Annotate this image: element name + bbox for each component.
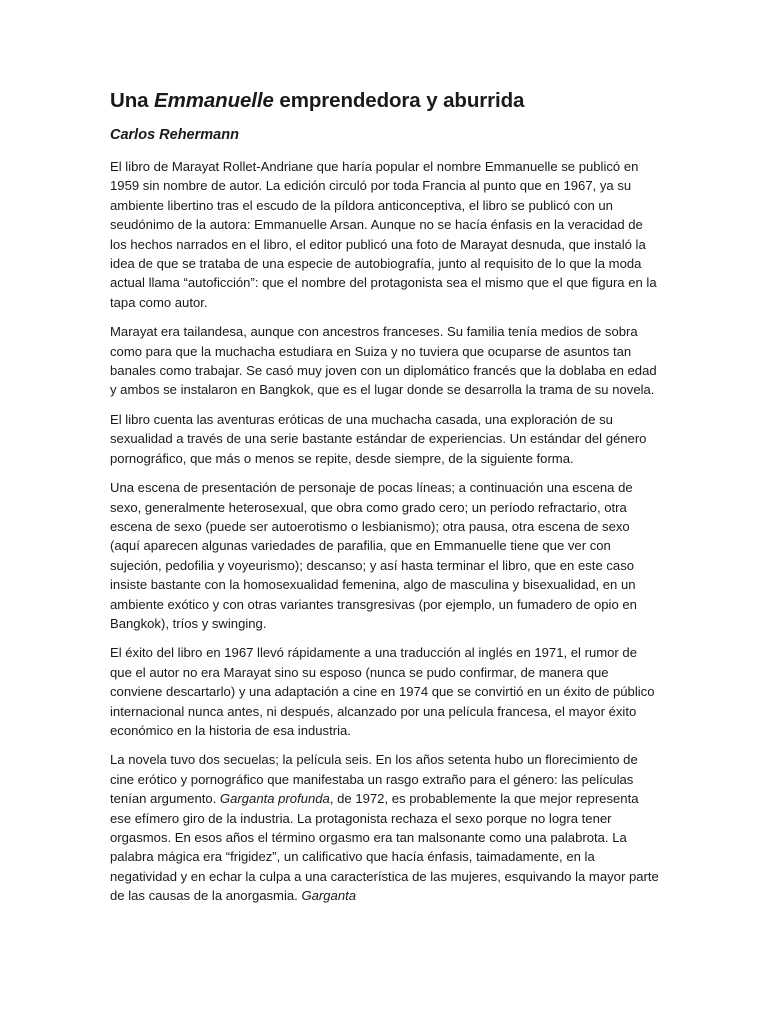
paragraph-4: Una escena de presentación de personaje de pocas líneas; a continuación una escena de sexo, generalmente heterosexual, que obra como grado cero; un período refractario, otra escena de sexo (puede ser autoerotismo o lesbianismo); otra pausa, otra escena de sexo (aquí aparecen algunas variedades de parafilia, que en Emmanuelle tiene que ver con sujeción, pedofilia y voyeurismo); descanso; y así hasta terminar el libro, que en este caso insiste bastante con la homosexualidad femenina, algo de masculina y bisexualidad, en un ambiente exótico y con otras variantes transgresivas (por ejemplo, un fumadero de opio en Bangkok), tríos y swinging. bbox=[110, 480, 637, 631]
document-title bbox=[110, 88, 662, 114]
film-title-italic-continued: Garganta bbox=[301, 888, 357, 904]
paragraph-2: Marayat era tailandesa, aunque con ancestros franceses. Su familia tenía medios de sobra como para que la muchacha estudiara en Suiza y no tuviera que ocuparse de asuntos tan banales como trabajar. Se casó muy joven con un diplomático francés que la doblaba en edad y ambos se instalaron en Bangkok, que es el lugar donde se desarrolla la trama de su novela. bbox=[110, 324, 657, 398]
title-prefix: Una bbox=[110, 89, 155, 112]
paragraph-1: El libro de Marayat Rollet-Andriane que haría popular el nombre Emmanuelle se publicó en 1959 sin nombre de autor. La edición circuló por toda Francia al punto que en 1967, ya su ambiente libertino tras el escudo de la píldora anticonceptiva, el libro se publicó con un seudónimo de la autora: Emmanuelle Arsan. Aunque no se hacía énfasis en la veracidad de los hechos narrados en el libro, el editor publicó una foto de Marayat desnuda, que instaló la idea de que se trataba de una especie de autobiografía, junto al requisito de lo que la moda actual llama “autoficción”: que el nombre del protagonista sea el mismo que el que figura en la tapa como autor. bbox=[110, 159, 657, 310]
title-emphasis: Emmanuelle bbox=[154, 89, 274, 112]
document-body bbox=[110, 157, 662, 906]
title-suffix: emprendedora y aburrida bbox=[273, 89, 525, 112]
paragraph-5: El éxito del libro en 1967 llevó rápidamente a una traducción al inglés en 1971, el rumor de que el autor no era Marayat sino su esposo (nunca se pudo confirmar, de manera que conviene descartarlo) y una adaptación a cine en 1974 que se convirtió en un éxito de público internacional nunca antes, ni después, alcanzado por una película francesa, el mayor éxito económico en la historia de esa industria. bbox=[110, 645, 655, 738]
paragraph-6 bbox=[110, 750, 662, 905]
paragraph-6-part-c: , de 1972, es probablemente la que mejor representa ese efímero giro de la industria. La protagonista rechaza el sexo porque no logra tener orgasmos. En esos años el término orgasmo era tan malsonante como una palabrota. La palabra mágica era “frigidez”, un calificativo que hacía énfasis, taimadamente, en la negatividad y en echar la culpa a una característica de las mujeres, esquivando la mayor parte de las causas de la anorgasmia. bbox=[110, 791, 659, 904]
paragraph-3: El libro cuenta las aventuras eróticas de una muchacha casada, una exploración de su sexualidad a través de una serie bastante estándar de experiencias. Un estándar del género pornográfico, que más o menos se repite, desde siempre, de la siguiente forma. bbox=[110, 411, 647, 466]
paragraph-6-part-a: La novela tuvo dos secuelas; la película seis. En los años setenta hubo un florecimiento de cine erótico y pornográfico que manifestaba un rasgo extraño para el género: las películas tenían argumento. bbox=[110, 752, 638, 807]
author-name: Carlos Rehermann bbox=[110, 127, 239, 143]
film-title-italic: Garganta profunda bbox=[219, 791, 330, 807]
